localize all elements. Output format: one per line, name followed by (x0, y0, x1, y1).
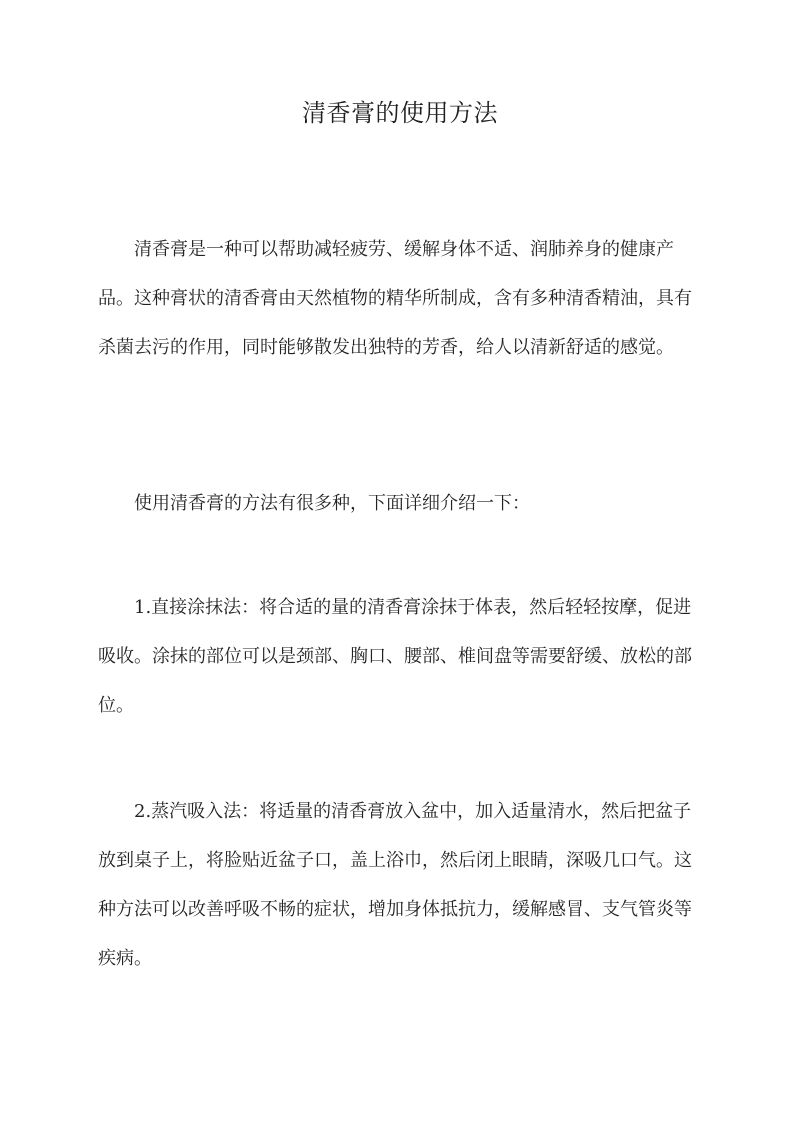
method-intro-paragraph: 使用清香膏的方法有很多种，下面详细介绍一下： (134, 493, 530, 514)
intro-paragraph: 清香膏是一种可以帮助减轻疲劳、缓解身体不适、润肺养身的健康产品。这种膏状的清香膏由天然植物的精华所制成，含有多种清香精油，具有杀菌去污的作用，同时能够散发出独特的芳香，给人以清新舒适的感觉。 (98, 239, 692, 358)
steam-inhalation-paragraph: 2.蒸汽吸入法：将适量的清香膏放入盆中，加入适量清水，然后把盆子放到桌子上，将脸贴近盆子口，盖上浴巾，然后闭上眼睛，深吸几口气。这种方法可以改善呼吸不畅的症状，增加身体抵抗力，缓解感冒、支气管炎等疾病。 (98, 801, 692, 969)
direct-application-paragraph: 1.直接涂抹法：将合适的量的清香膏涂抹于体表，然后轻轻按摩，促进吸收。涂抹的部位可以是颈部、胸口、腰部、椎间盘等需要舒缓、放松的部位。 (98, 597, 692, 716)
document-title: 清香膏的使用方法 (302, 99, 498, 127)
